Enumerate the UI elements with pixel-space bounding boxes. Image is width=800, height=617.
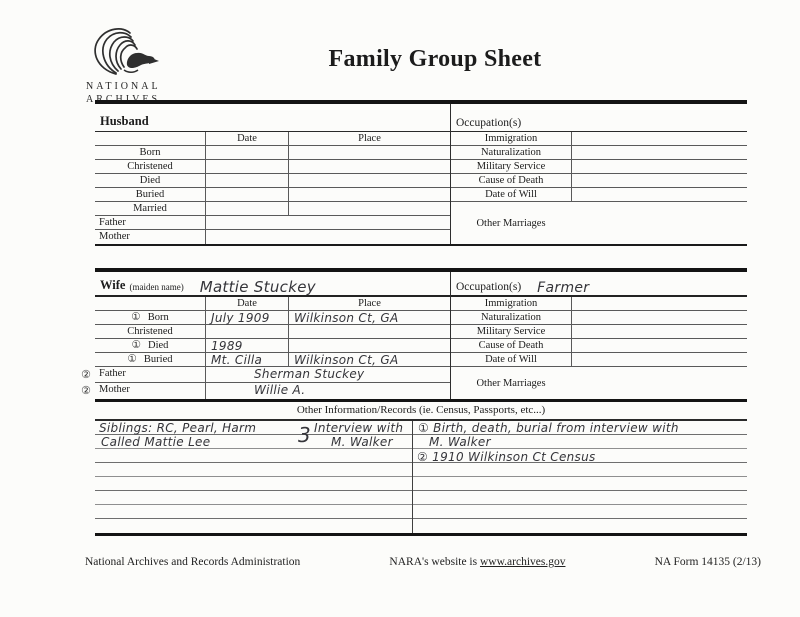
ruled-line [95,463,747,477]
husband-mother-value [205,230,450,244]
logo-text-archives: ARCHIVES [86,94,161,105]
wife-date-place-header [95,297,450,311]
ruled-line [95,491,747,505]
wife-row-immigration: Immigration [451,297,747,311]
wife-row-cause-of-death: Cause of Death [451,339,747,353]
other-info-body [95,421,747,533]
note-birth-death-burial: ① Birth, death, burial from interview with [418,421,679,435]
wife-label: Wife [100,278,126,292]
wife-occupation-header: Occupation(s) Farmer [451,272,747,297]
ruled-line [95,477,747,491]
husband-row-buried: Buried [95,188,450,202]
husband-row-date-of-will: Date of Will [451,188,747,202]
husband-father-value [205,216,450,229]
husband-born-date [205,146,288,159]
place-column-header: Place [288,297,450,310]
wife-row-mother: ② Mother Willie A. [95,383,450,399]
husband-row-born: Born [95,146,450,160]
husband-row-christened: Christened [95,160,450,174]
husband-section [95,100,747,246]
husband-row-other-marriages: Other Marriages [476,217,546,229]
wife-row-christened: Christened [95,325,450,339]
column-divider [412,421,413,533]
ref-mark: ② [81,368,91,381]
ref-mark: ① [131,311,141,323]
wife-row-other-marriages: Other Marriages [476,377,546,389]
husband-row-father: Father [95,216,450,230]
eagle-logo-icon [88,24,166,78]
footer-org: National Archives and Records Administration [85,556,301,568]
wife-row-military-service: Military Service [451,325,747,339]
wife-father-value: Sherman Stuckey [254,367,365,381]
wife-born-place: Wilkinson Ct, GA [294,311,399,325]
ref-mark: ② [81,384,91,397]
wife-mother-value: Willie A. [254,383,306,397]
wife-row-father: ② Father Sherman Stuckey [95,367,450,383]
note-1910-census: ② 1910 Wilkinson Ct Census [417,450,596,464]
husband-label: Husband [100,114,149,128]
maiden-name-note: (maiden name) [129,282,184,292]
note-m-walker-left: M. Walker [331,435,393,449]
ruled-line [95,519,747,533]
husband-occupation-header: Occupation(s) [451,104,747,132]
wife-row-born: ① Born July 1909 Wilkinson Ct, GA [95,311,450,325]
husband-born-place [288,146,450,159]
form-footer [85,556,761,568]
note-interview-with: Interview with [314,421,404,435]
husband-row-mother: Mother [95,230,450,244]
wife-died-date: 1989 [211,339,243,353]
ruled-line [95,505,747,519]
wife-name-value: Mattie Stuckey [199,278,316,296]
wife-occupation-value: Farmer [537,280,590,296]
date-column-header: Date [205,132,288,145]
note-siblings: Siblings: RC, Pearl, Harm [99,421,257,435]
wife-row-died: ① Died 1989 [95,339,450,353]
husband-row-married: Married [95,202,450,216]
wife-row-buried: ① Buried Mt. Cilla Wilkinson Ct, GA [95,353,450,367]
archives-gov-link: www.archives.gov [479,556,566,568]
wife-section [81,268,747,402]
wife-header [95,272,450,297]
date-column-header: Date [205,297,288,310]
husband-row-immigration: Immigration [451,132,747,146]
logo-text-national: NATIONAL [86,81,161,92]
wife-buried-place: Wilkinson Ct, GA [294,353,399,367]
other-info-header: Other Information/Records (ie. Census, Passports, etc...) [95,402,747,421]
form-title: Family Group Sheet [328,46,542,72]
ref-mark: ① [127,353,137,365]
footer-form-number: NA Form 14135 (2/13) [654,556,761,568]
footer-website: NARA's website is www.archives.gov [389,556,566,568]
national-archives-logo [86,24,178,106]
place-column-header: Place [288,132,450,145]
husband-row-military-service: Military Service [451,160,747,174]
other-info-section [95,402,747,536]
husband-date-place-header [95,132,450,146]
ref-mark: ① [131,339,141,351]
wife-row-date-of-will: Date of Will [451,353,747,367]
wife-buried-date: Mt. Cilla [211,353,263,367]
husband-row-died: Died [95,174,450,188]
wife-row-naturalization: Naturalization [451,311,747,325]
husband-row-naturalization: Naturalization [451,146,747,160]
husband-header [95,104,450,132]
husband-row-cause-of-death: Cause of Death [451,174,747,188]
note-ref-3: 3 [298,423,312,447]
wife-born-date: July 1909 [211,311,270,325]
note-called-mattie-lee: Called Mattie Lee [101,435,211,449]
note-m-walker-right: M. Walker [429,435,491,449]
